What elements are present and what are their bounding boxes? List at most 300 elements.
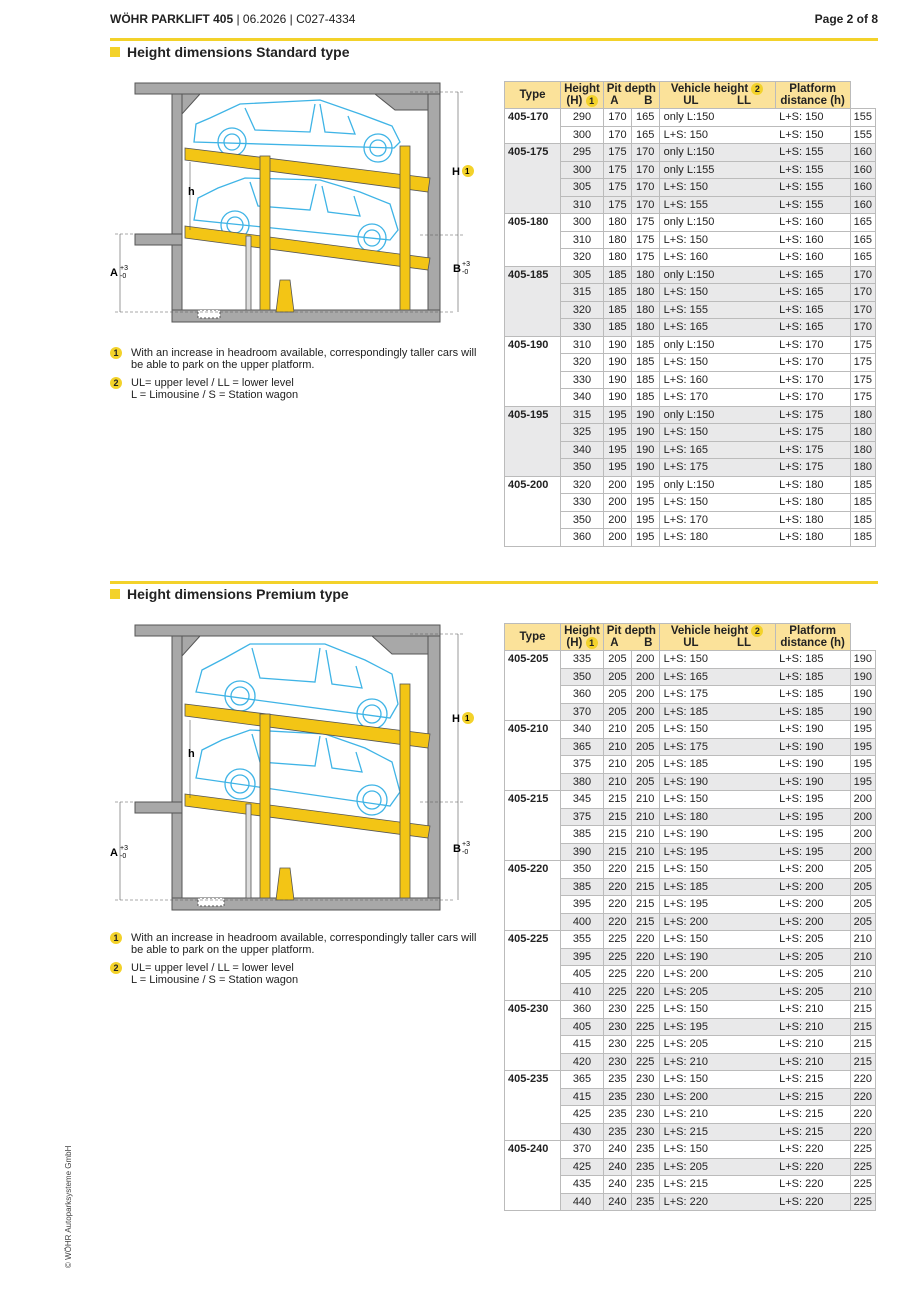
table-row [505,966,876,984]
table-row [505,703,876,721]
cell-platform: 200 [850,843,875,861]
cell-platform: 190 [850,668,875,686]
table-row [505,441,876,459]
cell-pit-a: 205 [604,686,632,704]
cell-height: 310 [561,231,604,249]
svg-text:+3: +3 [120,265,128,272]
cell-platform: 180 [850,406,875,424]
cell-pit-a: 220 [604,896,632,914]
table-row [505,494,876,512]
section-title-standard: Height dimensions Standard type [110,44,349,60]
svg-text:+3: +3 [462,841,470,848]
cell-platform: 155 [850,109,875,127]
cell-pit-a: 175 [604,179,632,197]
col-height: Height (H) 1 [561,82,604,109]
table-row [505,249,876,267]
table-row [505,214,876,232]
cell-ul: L+S: 215 [659,1176,775,1194]
cell-pit-a: 220 [604,878,632,896]
cell-type: 405-190 [505,336,561,354]
premium-height-table [504,623,876,1211]
cell-ll: L+S: 180 [775,511,850,529]
label-A: A [110,847,118,859]
note-1: 1 With an increase in headroom available, correspondingly taller cars will be able to park on the upper platform. [110,347,480,371]
cell-pit-b: 190 [631,406,659,424]
cell-height: 415 [561,1036,604,1054]
cell-platform: 200 [850,791,875,809]
cell-pit-a: 210 [604,756,632,774]
table-row [505,144,876,162]
cell-type [505,196,561,214]
cell-pit-a: 240 [604,1158,632,1176]
cell-pit-b: 215 [631,913,659,931]
cell-ll: L+S: 205 [775,948,850,966]
cell-ll: L+S: 200 [775,878,850,896]
cell-platform: 165 [850,231,875,249]
standard-section-drawing [110,80,480,330]
cell-ul: L+S: 150 [659,126,775,144]
cell-ll: L+S: 175 [775,406,850,424]
cell-type [505,756,561,774]
cell-pit-a: 215 [604,791,632,809]
table-row [505,126,876,144]
cell-pit-b: 220 [631,931,659,949]
cell-type: 405-200 [505,476,561,494]
cell-height: 310 [561,336,604,354]
cell-height: 390 [561,843,604,861]
table-row [505,668,876,686]
cell-pit-a: 170 [604,126,632,144]
cell-ll: L+S: 190 [775,721,850,739]
cell-height: 360 [561,686,604,704]
cell-ll: L+S: 195 [775,843,850,861]
table-row [505,878,876,896]
cell-platform: 225 [850,1158,875,1176]
table-row [505,354,876,372]
cell-pit-a: 210 [604,738,632,756]
cell-type [505,983,561,1001]
cell-type [505,913,561,931]
cell-type: 405-175 [505,144,561,162]
dimension-lines [115,92,465,312]
table-row [505,843,876,861]
label-h: h [188,748,195,760]
square-icon [110,47,120,57]
cell-ll: L+S: 200 [775,861,850,879]
table-row [505,424,876,442]
cell-pit-b: 165 [631,109,659,127]
cell-ll: L+S: 200 [775,896,850,914]
cell-ll: L+S: 185 [775,668,850,686]
cell-pit-b: 185 [631,336,659,354]
cell-platform: 220 [850,1071,875,1089]
table-row [505,406,876,424]
cell-pit-b: 180 [631,266,659,284]
cell-ul: L+S: 195 [659,1018,775,1036]
svg-text:+3: +3 [120,845,128,852]
cell-ul: L+S: 195 [659,843,775,861]
cell-ll: L+S: 185 [775,703,850,721]
cell-pit-b: 170 [631,179,659,197]
cell-pit-a: 230 [604,1018,632,1036]
cell-platform: 205 [850,861,875,879]
cell-height: 425 [561,1106,604,1124]
svg-text:+3: +3 [462,261,470,268]
col-platform-distance: Platform distance (h) [775,624,850,651]
cell-ul: L+S: 170 [659,389,775,407]
cell-pit-a: 185 [604,266,632,284]
cell-type [505,773,561,791]
document-id [110,12,355,26]
cell-ll: L+S: 155 [775,179,850,197]
cell-ll: L+S: 165 [775,319,850,337]
cell-ll: L+S: 165 [775,266,850,284]
cell-type [505,1036,561,1054]
cell-type [505,371,561,389]
cell-type [505,896,561,914]
cell-ul: L+S: 195 [659,896,775,914]
cell-platform: 215 [850,1053,875,1071]
cell-height: 380 [561,773,604,791]
cell-pit-a: 215 [604,808,632,826]
cell-height: 365 [561,1071,604,1089]
cell-ul: L+S: 220 [659,1193,775,1211]
cell-height: 415 [561,1088,604,1106]
cell-ul: L+S: 205 [659,1036,775,1054]
cell-pit-a: 240 [604,1193,632,1211]
cell-ll: L+S: 205 [775,931,850,949]
standard-height-table [504,81,876,547]
svg-text:1: 1 [465,167,470,176]
cell-pit-b: 210 [631,843,659,861]
cell-ul: L+S: 150 [659,1001,775,1019]
cell-pit-b: 185 [631,354,659,372]
cell-ul: L+S: 150 [659,791,775,809]
cell-pit-b: 230 [631,1071,659,1089]
platforms [185,684,430,900]
cell-pit-b: 230 [631,1106,659,1124]
cell-type [505,948,561,966]
note-2: 2 UL= upper level / LL = lower level L = Limousine / S = Station wagon [110,377,480,401]
cell-platform: 190 [850,651,875,669]
cell-height: 365 [561,738,604,756]
cell-ul: L+S: 205 [659,983,775,1001]
table-row [505,319,876,337]
copyright: © WÖHR Autoparksysteme GmbH [64,1145,73,1268]
cell-height: 340 [561,721,604,739]
cell-type [505,389,561,407]
cell-height: 340 [561,389,604,407]
table-row [505,1053,876,1071]
cell-platform: 200 [850,826,875,844]
cell-pit-b: 205 [631,756,659,774]
table-row [505,896,876,914]
table-row [505,284,876,302]
table-row [505,109,876,127]
cell-ll: L+S: 170 [775,389,850,407]
cell-height: 440 [561,1193,604,1211]
cell-pit-a: 240 [604,1176,632,1194]
cell-ll: L+S: 220 [775,1193,850,1211]
cell-platform: 175 [850,389,875,407]
cell-pit-b: 195 [631,494,659,512]
table-row [505,773,876,791]
cell-ll: L+S: 210 [775,1036,850,1054]
cell-height: 375 [561,808,604,826]
table-row [505,861,876,879]
cell-platform: 160 [850,179,875,197]
col-height: Height (H) 1 [561,624,604,651]
label-H: H [452,713,460,725]
cell-height: 290 [561,109,604,127]
cell-platform: 220 [850,1106,875,1124]
cell-pit-a: 195 [604,441,632,459]
cell-pit-b: 235 [631,1158,659,1176]
cell-platform: 185 [850,494,875,512]
cell-pit-b: 205 [631,773,659,791]
svg-text:-0: -0 [462,849,469,856]
cell-ll: L+S: 155 [775,196,850,214]
cell-height: 325 [561,424,604,442]
cell-ul: L+S: 205 [659,1158,775,1176]
cell-ul: L+S: 180 [659,808,775,826]
cell-ul: L+S: 210 [659,1106,775,1124]
cell-ul: L+S: 150 [659,651,775,669]
cell-type [505,826,561,844]
cell-ll: L+S: 205 [775,983,850,1001]
cell-ll: L+S: 210 [775,1053,850,1071]
cell-height: 320 [561,354,604,372]
col-platform-distance: Platform distance (h) [775,82,850,109]
cell-height: 375 [561,756,604,774]
cell-height: 315 [561,406,604,424]
cell-ll: L+S: 170 [775,336,850,354]
cell-ul: L+S: 150 [659,284,775,302]
cell-height: 370 [561,1141,604,1159]
cell-height: 395 [561,948,604,966]
cell-type: 405-230 [505,1001,561,1019]
cell-ul: only L:150 [659,266,775,284]
cell-platform: 180 [850,459,875,477]
page-number: Page 2 of 8 [814,12,878,26]
table-row [505,1158,876,1176]
cell-type [505,319,561,337]
cell-pit-a: 235 [604,1071,632,1089]
cell-ll: L+S: 175 [775,424,850,442]
cell-ll: L+S: 150 [775,109,850,127]
cell-platform: 225 [850,1176,875,1194]
cell-ll: L+S: 165 [775,301,850,319]
cell-ul: L+S: 185 [659,756,775,774]
section-rule [110,38,878,41]
table-row [505,721,876,739]
cell-platform: 185 [850,476,875,494]
cell-pit-b: 170 [631,196,659,214]
col-vehicle-height: Vehicle height 2 UL LL [659,624,775,651]
cell-platform: 210 [850,983,875,1001]
cell-pit-b: 170 [631,161,659,179]
cell-type [505,511,561,529]
cell-platform: 215 [850,1018,875,1036]
section-title-premium: Height dimensions Premium type [110,586,349,602]
cell-ul: L+S: 150 [659,861,775,879]
cell-height: 405 [561,1018,604,1036]
cell-pit-b: 185 [631,371,659,389]
cell-height: 405 [561,966,604,984]
label-H: H [452,166,460,178]
page-header [110,12,878,30]
cell-ll: L+S: 195 [775,826,850,844]
cell-height: 300 [561,126,604,144]
cell-pit-b: 195 [631,511,659,529]
cell-type [505,249,561,267]
label-h: h [188,186,195,198]
cell-height: 310 [561,196,604,214]
cell-pit-a: 235 [604,1123,632,1141]
cell-platform: 195 [850,721,875,739]
table-row [505,1001,876,1019]
cell-height: 295 [561,144,604,162]
cell-pit-a: 190 [604,354,632,372]
cell-height: 350 [561,459,604,477]
cell-pit-a: 180 [604,214,632,232]
cell-ul: L+S: 150 [659,721,775,739]
cell-height: 305 [561,266,604,284]
cell-platform: 175 [850,354,875,372]
cell-height: 410 [561,983,604,1001]
cell-ul: only L:150 [659,476,775,494]
svg-text:-0: -0 [462,269,469,276]
cell-height: 400 [561,913,604,931]
cell-pit-a: 200 [604,511,632,529]
cell-pit-b: 165 [631,126,659,144]
cell-ll: L+S: 150 [775,126,850,144]
cell-pit-a: 175 [604,161,632,179]
cell-pit-b: 215 [631,861,659,879]
cell-ul: L+S: 150 [659,354,775,372]
cell-type [505,1088,561,1106]
table-row [505,1123,876,1141]
cell-pit-a: 215 [604,826,632,844]
cell-type: 405-225 [505,931,561,949]
cell-ll: L+S: 210 [775,1001,850,1019]
cell-pit-b: 170 [631,144,659,162]
cell-type [505,179,561,197]
cell-ul: L+S: 150 [659,1071,775,1089]
cell-pit-b: 225 [631,1053,659,1071]
cell-ll: L+S: 185 [775,686,850,704]
cell-height: 350 [561,668,604,686]
cell-pit-b: 210 [631,808,659,826]
cell-pit-a: 205 [604,703,632,721]
cell-pit-a: 200 [604,476,632,494]
cell-pit-b: 175 [631,231,659,249]
cell-type [505,231,561,249]
col-vehicle-height: Vehicle height 2 UL LL [659,82,775,109]
cell-pit-b: 235 [631,1176,659,1194]
cell-pit-b: 185 [631,389,659,407]
cell-height: 330 [561,494,604,512]
cell-pit-a: 230 [604,1053,632,1071]
cell-pit-a: 235 [604,1106,632,1124]
table-row [505,179,876,197]
cell-height: 320 [561,301,604,319]
cell-height: 385 [561,826,604,844]
cell-pit-a: 230 [604,1036,632,1054]
cell-pit-a: 195 [604,424,632,442]
cell-height: 350 [561,511,604,529]
cell-platform: 170 [850,266,875,284]
cell-pit-b: 175 [631,249,659,267]
cell-ll: L+S: 165 [775,284,850,302]
cell-platform: 160 [850,144,875,162]
cell-pit-b: 175 [631,214,659,232]
cell-pit-a: 225 [604,966,632,984]
cell-ul: L+S: 190 [659,948,775,966]
cell-height: 435 [561,1176,604,1194]
cell-platform: 225 [850,1141,875,1159]
cell-ul: L+S: 180 [659,529,775,547]
cell-ll: L+S: 190 [775,756,850,774]
cell-pit-b: 220 [631,948,659,966]
cell-height: 330 [561,371,604,389]
cell-ul: L+S: 200 [659,966,775,984]
cell-ul: L+S: 170 [659,511,775,529]
cell-ll: L+S: 180 [775,476,850,494]
cell-height: 360 [561,1001,604,1019]
cell-height: 330 [561,319,604,337]
cell-platform: 190 [850,703,875,721]
cell-pit-a: 230 [604,1001,632,1019]
table-row [505,389,876,407]
cell-type [505,1018,561,1036]
cell-pit-b: 230 [631,1123,659,1141]
cell-pit-b: 200 [631,686,659,704]
cell-ul: L+S: 215 [659,1123,775,1141]
cell-pit-b: 190 [631,441,659,459]
cell-ul: only L:155 [659,161,775,179]
cell-type: 405-235 [505,1071,561,1089]
cell-pit-b: 210 [631,826,659,844]
cell-pit-b: 235 [631,1141,659,1159]
table-row [505,371,876,389]
cell-pit-a: 180 [604,249,632,267]
cell-pit-a: 185 [604,301,632,319]
cell-pit-b: 220 [631,983,659,1001]
cell-ll: L+S: 195 [775,808,850,826]
cell-ll: L+S: 215 [775,1088,850,1106]
table-row [505,1018,876,1036]
cell-type: 405-180 [505,214,561,232]
cell-pit-a: 225 [604,931,632,949]
cell-ul: L+S: 175 [659,686,775,704]
cell-ul: L+S: 160 [659,249,775,267]
cell-pit-a: 205 [604,651,632,669]
cell-height: 350 [561,861,604,879]
cell-pit-b: 225 [631,1001,659,1019]
cell-ll: L+S: 205 [775,966,850,984]
label-B: B [453,843,461,855]
cell-height: 320 [561,476,604,494]
cell-platform: 200 [850,808,875,826]
cell-ll: L+S: 175 [775,441,850,459]
table-row [505,948,876,966]
cell-platform: 215 [850,1036,875,1054]
cell-platform: 175 [850,371,875,389]
cell-pit-a: 205 [604,668,632,686]
cell-height: 300 [561,161,604,179]
cell-pit-a: 240 [604,1141,632,1159]
